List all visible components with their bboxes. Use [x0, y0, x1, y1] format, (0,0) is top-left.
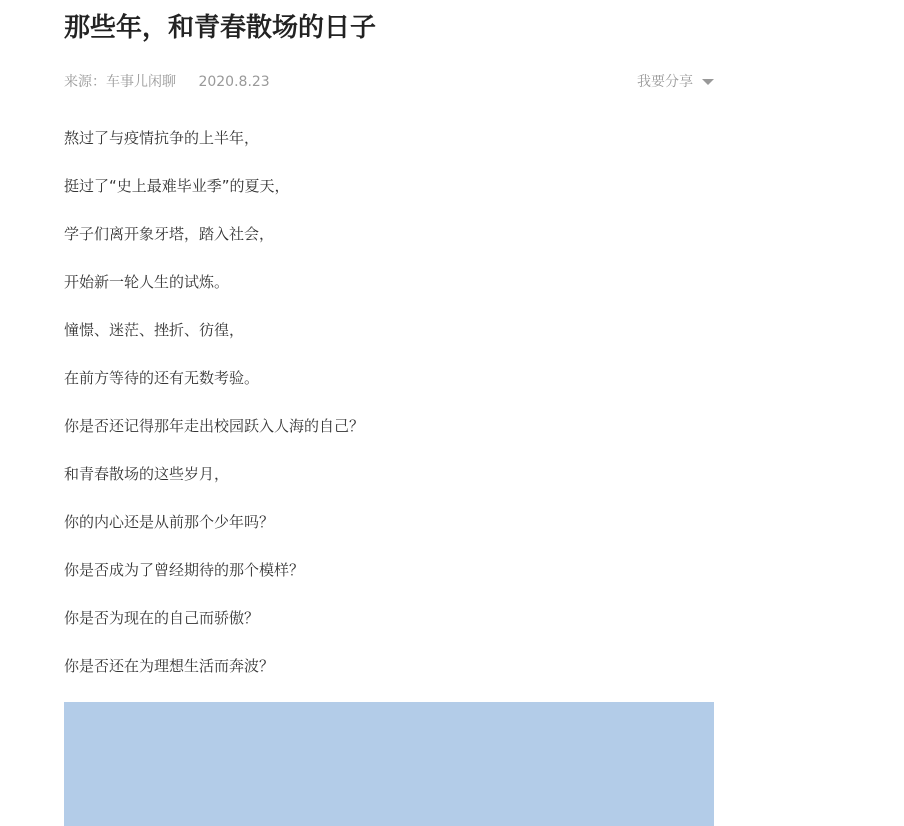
paragraph: 在前方等待的还有无数考验。 — [64, 369, 260, 387]
article-title: 那些年，和青春散场的日子 — [64, 13, 377, 43]
paragraph: 你的内心还是从前那个少年吗？ — [64, 513, 275, 531]
article-image-placeholder — [64, 702, 714, 826]
paragraph: 挺过了“史上最难毕业季”的夏天， — [64, 177, 290, 195]
paragraph: 你是否还记得那年走出校园跃入人海的自己？ — [64, 417, 365, 435]
paragraph: 熬过了与疫情抗争的上半年， — [64, 129, 260, 147]
article-source: 来源：车事儿闲聊 — [64, 74, 176, 90]
article-body — [64, 128, 714, 676]
article-date: 2020.8.23 — [198, 74, 270, 90]
caret-down-icon — [702, 79, 714, 85]
paragraph: 憧憬、迷茫、挫折、彷徨， — [64, 321, 245, 339]
share-button[interactable] — [637, 72, 714, 92]
article — [64, 0, 714, 704]
paragraph: 你是否为现在的自己而骄傲？ — [64, 609, 260, 627]
paragraph: 开始新一轮人生的试炼。 — [64, 273, 230, 291]
paragraph: 和青春散场的这些岁月， — [64, 465, 230, 483]
paragraph: 你是否成为了曾经期待的那个模样？ — [64, 561, 305, 579]
article-meta — [64, 72, 714, 92]
share-label: 我要分享 — [637, 74, 693, 90]
paragraph: 你是否还在为理想生活而奔波？ — [64, 657, 275, 675]
paragraph: 学子们离开象牙塔，踏入社会， — [64, 225, 275, 243]
